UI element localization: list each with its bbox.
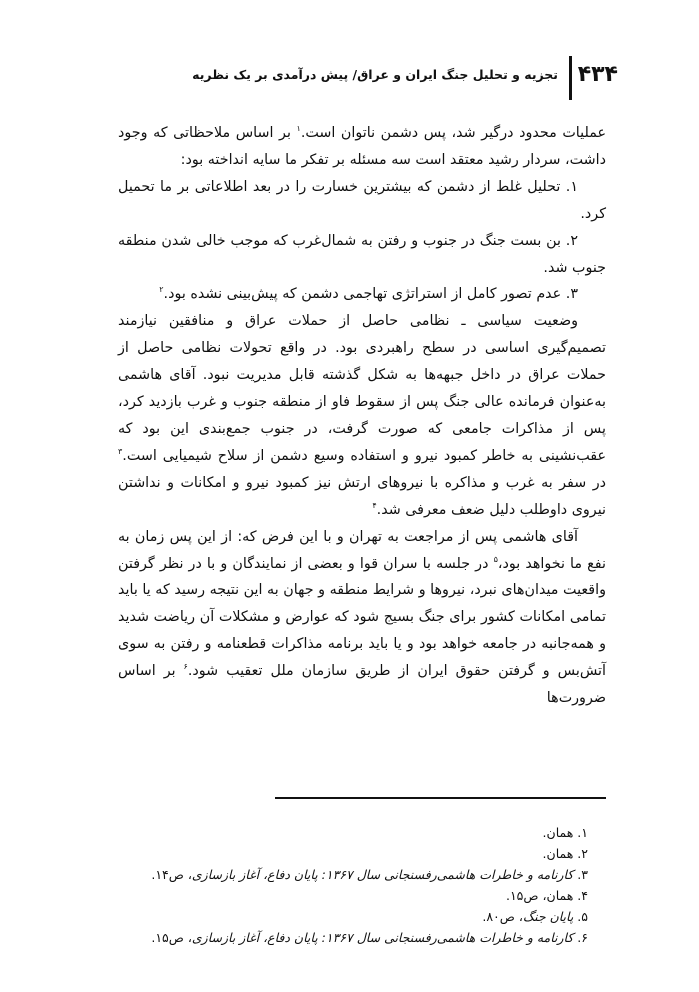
page-header [118,56,618,100]
header-divider [569,56,572,100]
page-number: ۴۳۴ [577,62,618,87]
footnote: ۴. همان، ص۱۵. [505,888,588,903]
body-text [118,120,606,712]
paragraph: وضعیت سیاسی ـ نظامی حاصل از حملات عراق و منافقین نیازمند تصمیم‌گیری اساسی در سطح راهبردی بود. در واقع تحولات نظامی حاصل از حملات عراق در داخل جبهه‌ها به شکل گذشته قابل مدیریت نبود. آقای هاشمی به‌عنوان فرمانده عالی جنگ پس از سقوط فاو از منطقه جنوب و غرب بازدید کرد، پس از مذاکرات جامعی که صورت گرفت، در جنوب جمع‌بندی این بود که عقب‌نشینی به خاطر کمبود نیرو و استفاده وسیع دشمن از سلاح شیمیایی است.$^۳$ در سفر به غرب و مذاکره با نیروهای ارتش نیز کمبود نیرو و امکانات و نداشتن نیروی داوطلب دلیل ضعف معرفی شد.$^۴$ [118,313,606,518]
paragraph: آقای هاشمی پس از مراجعت به تهران و با این فرض که: از این پس زمان به نفع ما نخواهد بود،$^۵$ در جلسه با سران قوا و بعضی از نمایندگان و با در نظر گرفتن واقعیت میدان‌های نبرد، نیروها و شرایط منطقه و جهان به این نتیجه رسید که یا باید تمامی امکانات کشور برای جنگ بسیج شود که عوارض و مشکلات آن ریاضت شدید و همه‌جانبه در جامعه خواهد بود و یا باید برنامه مذاکرات قطعنامه و رفتن به سوی آتش‌بس و گرفتن حقوق ایران از طریق سازمان ملل تعقیب شود.$^۶$ بر اساس ضرورت‌ها [118,528,607,707]
list-item: ۱. تحلیل غلط از دشمن که بیشترین خسارت را در بعد اطلاعاتی بر ما تحمیل کرد. [118,178,606,222]
footnote: ۶. کارنامه و خاطرات هاشمی‌رفسنجانی سال ۱۳۶۷: پایان دفاع، آغاز بازسازی، ص۱۵. [151,930,588,945]
list-item: ۲. بن بست جنگ در جنوب و رفتن به شمال‌غرب که موجب خالی شدن منطقه جنوب شد. [118,232,606,276]
footnote-ref: ۲ [159,285,164,295]
footnote-ref: ۳ [118,447,123,457]
footnote: ۲. همان. [542,846,588,861]
footnote-ref: ۱ [296,124,301,134]
footnotes [118,822,588,948]
footnote-separator [275,797,606,799]
footnote-ref: ۴ [372,500,377,510]
list-item: ۳. عدم تصور کامل از استراتژی تهاجمی دشمن که پیش‌بینی نشده بود.$^۲$ [159,285,578,303]
footnote-ref: ۵ [493,554,498,564]
footnote-ref: ۶ [183,662,188,672]
footnote: ۱. همان. [542,825,588,840]
footnote: ۳. کارنامه و خاطرات هاشمی‌رفسنجانی سال ۱۳۶۷: پایان دفاع، آغاز بازسازی، ص۱۴. [151,867,588,882]
paragraph: عملیات محدود درگیر شد، پس دشمن ناتوان است.$^۱$ بر اساس ملاحظاتی که وجود داشت، سردار رشید معتقد است سه مسئله بر تفکر ما سایه انداخته بود: [118,124,606,168]
footnote: ۵. پایان جنگ، ص۸۰. [482,909,588,924]
running-title: تجزیه و تحلیل جنگ ایران و عراق/ پیش درآمدی بر یک نظریه [192,67,558,82]
